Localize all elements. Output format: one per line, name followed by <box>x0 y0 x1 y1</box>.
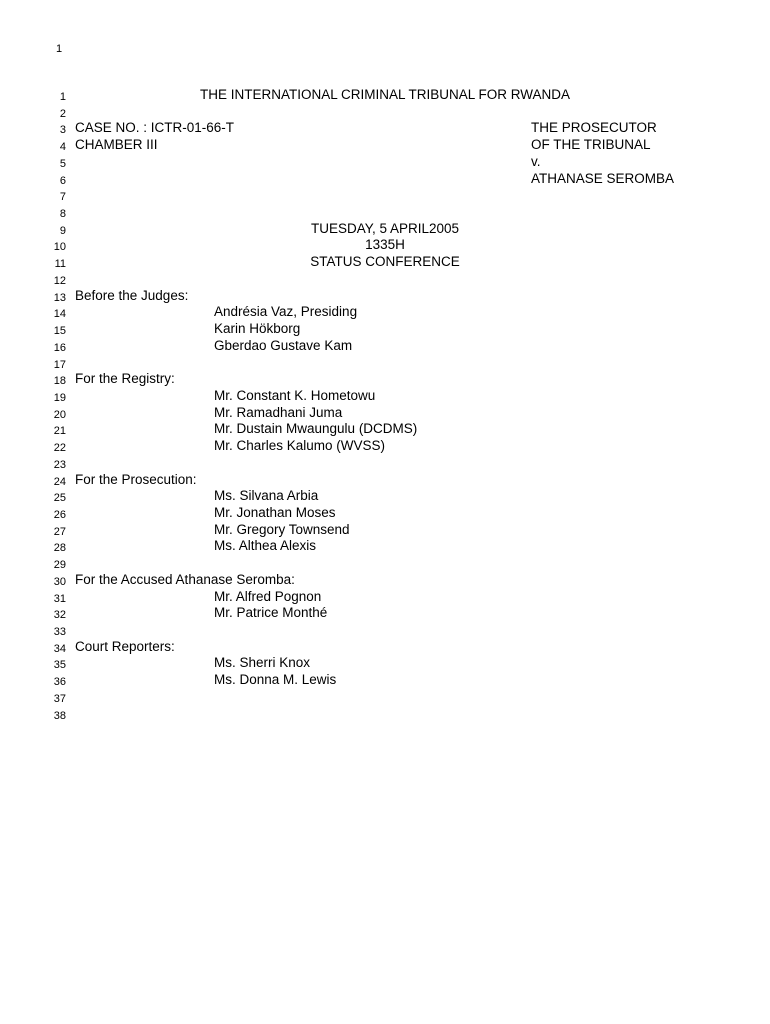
line-text-center: STATUS CONFERENCE <box>310 254 460 270</box>
transcript-line <box>0 254 770 270</box>
transcript-line <box>0 204 770 220</box>
line-text-indent: Mr. Ramadhani Juma <box>214 404 343 420</box>
transcript-line <box>0 171 770 187</box>
line-number: 28 <box>53 542 66 555</box>
transcript-line <box>0 455 770 471</box>
line-text-indent: Mr. Jonathan Moses <box>214 505 336 520</box>
line-text-indent: Ms. Althea Alexis <box>214 538 317 554</box>
line-text-indent: Ms. Donna M. Lewis <box>214 672 337 688</box>
line-number: 29 <box>53 559 66 572</box>
transcript-line <box>0 87 770 103</box>
line-number: 25 <box>53 492 66 505</box>
line-number: 22 <box>53 442 66 455</box>
transcript-line <box>0 187 770 203</box>
line-number: 2 <box>59 107 66 120</box>
line-number: 21 <box>53 425 66 438</box>
line-number: 4 <box>59 141 66 154</box>
transcript-line <box>0 655 770 671</box>
transcript-line <box>0 288 770 304</box>
transcript-line <box>0 472 770 488</box>
transcript-line <box>0 137 770 153</box>
transcript-line <box>0 271 770 287</box>
line-number: 20 <box>53 408 66 421</box>
line-number: 5 <box>59 157 66 170</box>
transcript-line <box>0 237 770 253</box>
transcript-line <box>0 505 770 521</box>
transcript-line <box>0 538 770 554</box>
transcript-line <box>0 321 770 337</box>
line-number: 1 <box>59 91 66 103</box>
line-number: 9 <box>59 224 66 237</box>
line-text-left: For the Prosecution: <box>75 471 197 487</box>
transcript-line <box>0 589 770 605</box>
line-number: 17 <box>53 358 66 371</box>
line-number: 6 <box>59 174 66 187</box>
line-text-right: v. <box>531 153 541 169</box>
line-number: 14 <box>53 308 66 321</box>
line-text-left: For the Accused Athanase Seromba: <box>75 571 295 587</box>
line-text-indent: Mr. Constant K. Hometowu <box>214 387 376 403</box>
page-number: 1 <box>56 43 63 55</box>
line-number: 34 <box>53 642 66 655</box>
line-text-center: 1335H <box>365 237 405 253</box>
line-text-left: For the Registry: <box>75 371 175 387</box>
transcript-line <box>0 338 770 354</box>
transcript-line <box>0 672 770 688</box>
line-number: 27 <box>53 525 66 538</box>
line-number: 36 <box>53 676 66 689</box>
transcript-line <box>0 421 770 437</box>
line-number: 31 <box>53 592 66 605</box>
line-number: 19 <box>53 391 66 404</box>
transcript-line <box>0 639 770 655</box>
line-number: 24 <box>53 475 66 488</box>
line-text-indent: Ms. Sherri Knox <box>214 655 311 671</box>
line-text-right: ATHANASE SEROMBA <box>531 170 675 186</box>
transcript-line <box>0 388 770 404</box>
line-text-indent: Andrésia Vaz, Presiding <box>214 304 358 320</box>
transcript-line <box>0 605 770 621</box>
line-number: 35 <box>53 659 66 672</box>
transcript-line <box>0 120 770 136</box>
line-text-indent: Karin Hökborg <box>214 321 301 337</box>
transcript-line <box>0 689 770 705</box>
transcript-line <box>0 522 770 538</box>
line-text-indent: Mr. Alfred Pognon <box>214 588 322 604</box>
line-number: 38 <box>53 709 66 722</box>
line-text-left: CHAMBER III <box>75 137 158 153</box>
line-number: 16 <box>53 341 66 354</box>
transcript-line <box>0 438 770 454</box>
line-number: 32 <box>53 609 66 622</box>
line-text-indent: Mr. Gregory Townsend <box>214 521 350 537</box>
line-number: 37 <box>53 692 66 705</box>
line-text-center: TUESDAY, 5 APRIL2005 <box>310 220 460 236</box>
line-number: 7 <box>59 191 66 204</box>
transcript-line <box>0 304 770 320</box>
transcript-line <box>0 555 770 571</box>
transcript-line <box>0 221 770 237</box>
line-text-left: CASE NO. : ICTR-01-66-T <box>75 120 235 136</box>
line-number: 30 <box>53 575 66 588</box>
line-number: 23 <box>53 458 66 471</box>
line-number: 26 <box>53 509 66 521</box>
line-text-indent: Mr. Patrice Monthé <box>214 605 328 621</box>
line-number: 12 <box>53 274 66 287</box>
transcript-line <box>0 371 770 387</box>
line-number: 3 <box>59 124 66 137</box>
line-text-right: THE PROSECUTOR <box>531 120 657 136</box>
line-text-left: Court Reporters: <box>75 638 175 654</box>
line-text-indent: Mr. Charles Kalumo (WVSS) <box>214 438 386 454</box>
line-text-left: Before the Judges: <box>75 287 189 303</box>
transcript-line <box>0 706 770 722</box>
line-text-indent: Ms. Silvana Arbia <box>214 488 319 504</box>
line-number: 15 <box>53 325 66 338</box>
transcript-line <box>0 355 770 371</box>
transcript-line <box>0 104 770 120</box>
line-number: 10 <box>53 241 66 254</box>
line-number: 33 <box>53 626 66 639</box>
transcript-line <box>0 488 770 504</box>
transcript-line <box>0 154 770 170</box>
line-number: 13 <box>53 291 66 304</box>
line-text-indent: Mr. Dustain Mwaungulu (DCDMS) <box>214 421 418 437</box>
line-number: 11 <box>54 258 66 271</box>
transcript-line <box>0 572 770 588</box>
transcript-line <box>0 622 770 638</box>
transcript-line <box>0 405 770 421</box>
line-number: 18 <box>53 375 66 388</box>
line-text-indent: Gberdao Gustave Kam <box>214 337 353 353</box>
line-text-center: THE INTERNATIONAL CRIMINAL TRIBUNAL FOR RWANDA <box>199 87 571 102</box>
line-number: 8 <box>59 208 66 221</box>
line-text-right: OF THE TRIBUNAL <box>531 137 651 153</box>
